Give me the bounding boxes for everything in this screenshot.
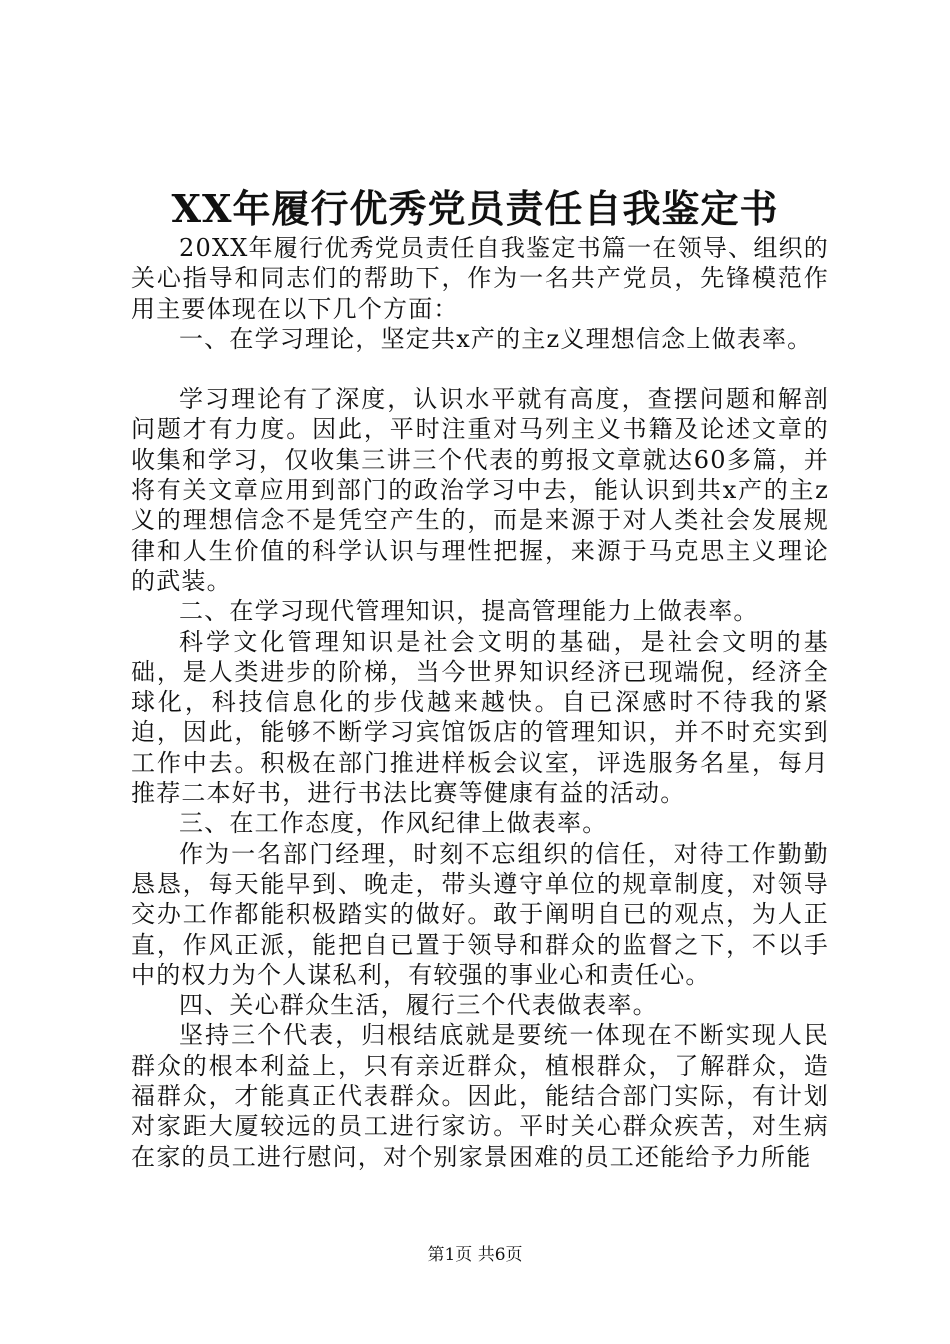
paragraph-2: 科学文化管理知识是社会文明的基础，是社会文明的基础，是人类进步的阶梯，当今世界知识经济已现端倪，经济全球化，科技信息化的步伐越来越快。自已深感时不待我的紧迫，因此，能够不断学习宾馆饭店的管理知识，并不时充实到工作中去。积极在部门推进样板会议室，评选服务名星，每月推荐二本好书，进行书法比赛等健康有益的活动。 (131, 627, 829, 808)
section-heading-3: 三、在工作态度，作风纪律上做表率。 (179, 809, 608, 838)
section-heading-4: 四、关心群众生活，履行三个代表做表率。 (179, 991, 658, 1020)
page-number-footer: 第1页 共6页 (427, 1245, 523, 1265)
section-heading-1: 一、在学习理论，坚定共x产的主z义理想信念上做表率。 (179, 324, 813, 353)
paragraph-4: 坚持三个代表，归根结底就是要统一体现在不断实现人民群众的根本利益上，只有亲近群众，植根群众，了解群众，造福群众，才能真正代表群众。因此，能结合部门实际，有计划对家距大厦较远的员工进行家访。平时关心群众疾苦，对生病在家的员工进行慰问，对个别家景困难的员工还能给予力所能 (131, 1021, 829, 1171)
document-title: XX年履行优秀党员责任自我鉴定书 (171, 186, 779, 231)
paragraph-3: 作为一名部门经理，时刻不忘组织的信任，对待工作勤勤恳恳，每天能早到、晚走，带头遵守单位的规章制度，对领导交办工作都能积极踏实的做好。敢于阐明自已的观点，为人正直，作风正派，能把自已置于领导和群众的监督之下，不以手中的权力为个人谋私利，有较强的事业心和责任心。 (131, 839, 829, 989)
paragraph-1: 学习理论有了深度，认识水平就有高度，查摆问题和解剖问题才有力度。因此，平时注重对马列主义书籍及论述文章的收集和学习，仅收集三讲三个代表的剪报文章就达60多篇，并将有关文章应用到部门的政治学习中去，能认识到共x产的主z义的理想信念不是凭空产生的，而是来源于对人类社会发展规律和人生价值的科学认识与理性把握，来源于马克思主义理论的武装。 (131, 385, 829, 595)
paragraph-intro: 20XX年履行优秀党员责任自我鉴定书篇一在领导、组织的关心指导和同志们的帮助下，作为一名共产党员，先锋模范作用主要体现在以下几个方面： (131, 234, 829, 323)
document-body (131, 233, 829, 1172)
section-heading-2: 二、在学习现代管理知识，提高管理能力上做表率。 (179, 597, 759, 626)
